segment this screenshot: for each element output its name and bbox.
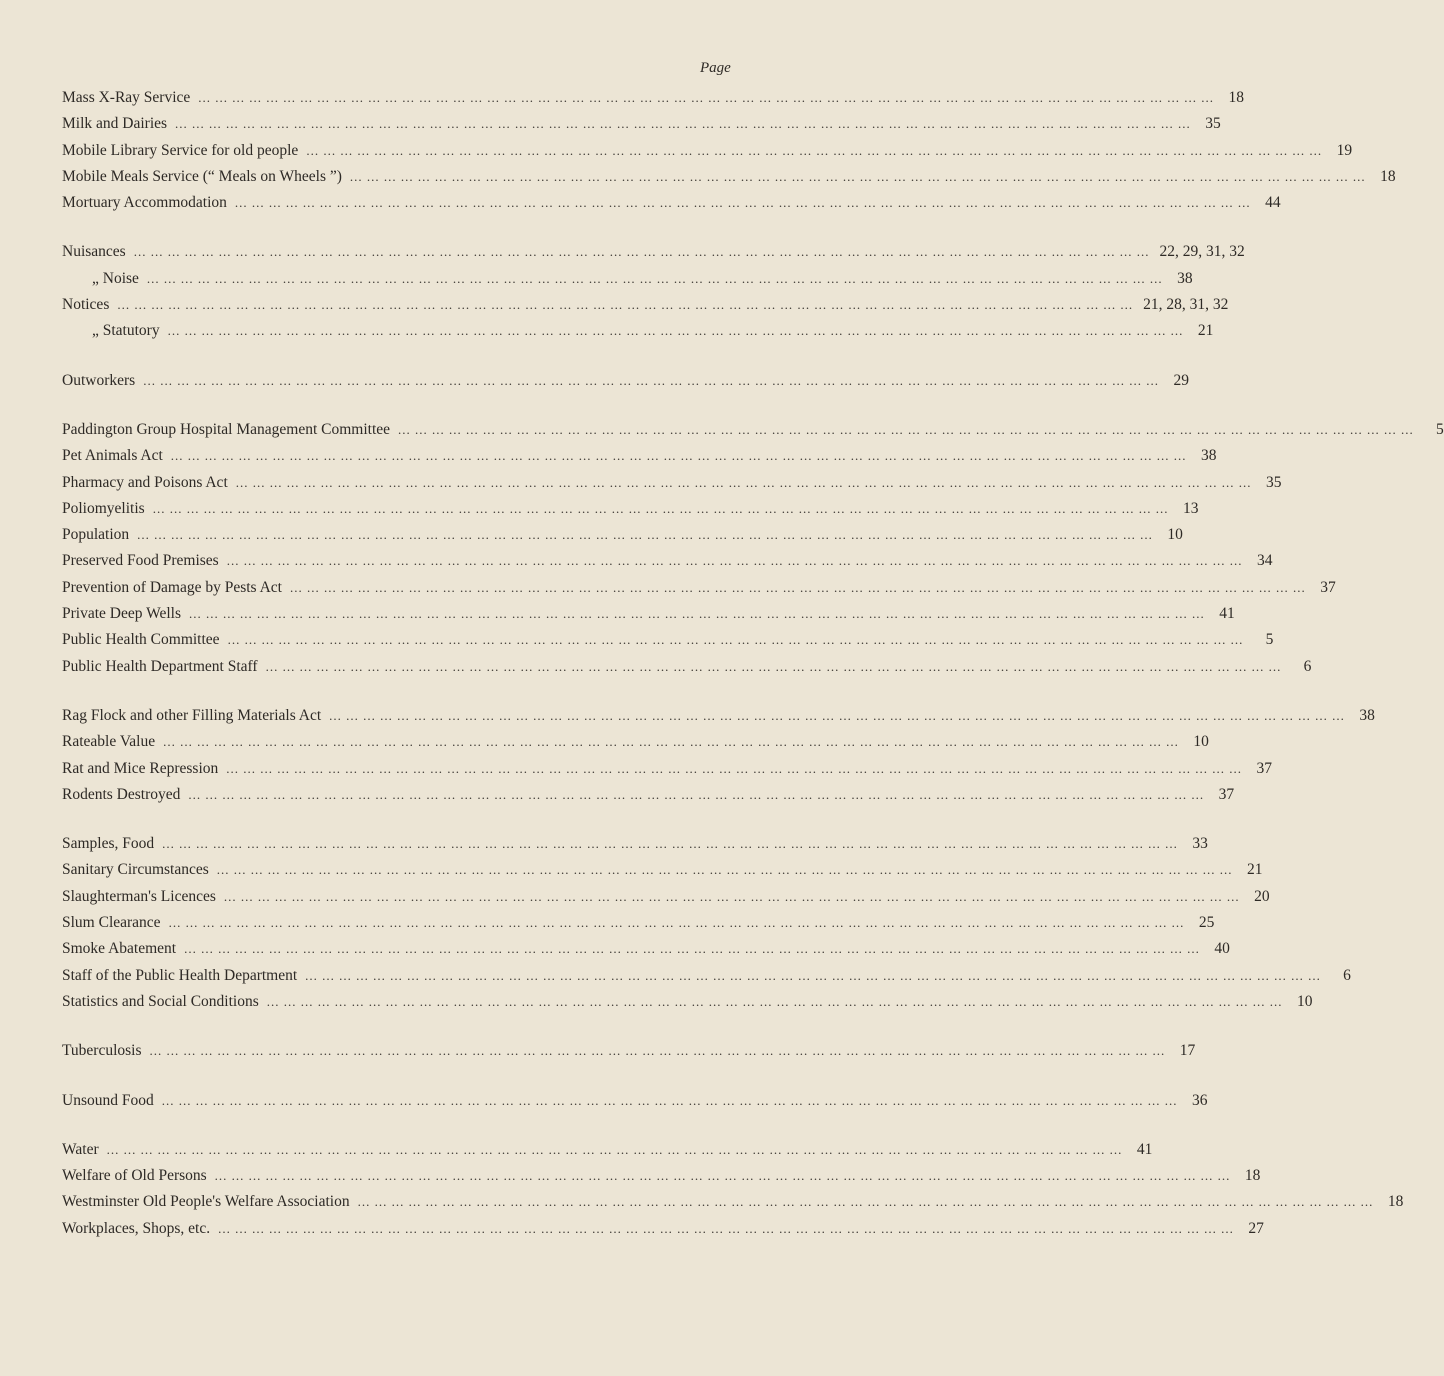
- entry-label: Prevention of Damage by Pests Act: [62, 578, 282, 596]
- entry-page-number: 19: [1336, 141, 1353, 159]
- entry-label: Pharmacy and Poisons Act: [62, 473, 228, 491]
- leader-dots: ... ... ... ... ... ... ... ... ... ... ... ... ... ... ... ... ... ... ... ... ... ... ... ... ... ... ... ... ... ... ... ... ... ... ... ... ... ... ... ... ... ... ... ... ... ... ... ... ... ... ... ... ... ... ... ... ... ... ... ...: [306, 142, 1323, 158]
- leader-dots: ... ... ... ... ... ... ... ... ... ... ... ... ... ... ... ... ... ... ... ... ... ... ... ... ... ... ... ... ... ... ... ... ... ... ... ... ... ... ... ... ... ... ... ... ... ... ... ... ... ... ... ... ... ... ... ... ... ... ... ...: [175, 116, 1191, 132]
- entry-label: Westminster Old People's Welfare Association: [62, 1193, 350, 1211]
- entry-label: Paddington Group Hospital Management Committee: [62, 420, 391, 438]
- entry-page-number: 18: [1228, 89, 1245, 106]
- index-entry: [62, 601, 1235, 627]
- leader-dots: ... ... ... ... ... ... ... ... ... ... ... ... ... ... ... ... ... ... ... ... ... ... ... ... ... ... ... ... ... ... ... ... ... ... ... ... ... ... ... ... ... ... ... ... ... ... ... ... ... ... ... ... ... ... ... ... ... ... ... ...: [226, 553, 1243, 569]
- entry-page-number: 18: [1244, 1167, 1261, 1185]
- entry-page-number: 13: [1182, 499, 1199, 517]
- entry-page-number: 40: [1214, 940, 1230, 958]
- leader-dots: ... ... ... ... ... ... ... ... ... ... ... ... ... ... ... ... ... ... ... ... ... ... ... ... ... ... ... ... ... ... ... ... ... ... ... ... ... ... ... ... ... ... ... ... ... ... ... ... ... ... ... ... ... ... ... ... ... ... ... ...: [266, 993, 1283, 1009]
- entry-page-number: 18: [1380, 167, 1396, 185]
- index-entry: [62, 368, 1189, 394]
- entry-page-number: 33: [1192, 835, 1208, 853]
- entry-label: Unsound Food: [62, 1091, 154, 1109]
- entry-page-number: 10: [1193, 733, 1209, 751]
- index-entry: [62, 936, 1230, 962]
- leader-dots: ... ... ... ... ... ... ... ... ... ... ... ... ... ... ... ... ... ... ... ... ... ... ... ... ... ... ... ... ... ... ... ... ... ... ... ... ... ... ... ... ... ... ... ... ... ... ... ... ... ... ... ... ... ... ... ... ... ... ... ...: [106, 1141, 1123, 1157]
- entry-page-number: 27: [1248, 1219, 1264, 1237]
- entry-page-number: 5: [1265, 631, 1274, 649]
- leader-dots: ... ... ... ... ... ... ... ... ... ... ... ... ... ... ... ... ... ... ... ... ... ... ... ... ... ... ... ... ... ... ... ... ... ... ... ... ... ... ... ... ... ... ... ... ... ... ... ... ... ... ... ... ... ... ... ... ... ... ... ...: [216, 862, 1233, 878]
- entry-label: Rag Flock and other Filling Materials Act: [62, 706, 322, 724]
- entry-label: Welfare of Old Persons: [62, 1167, 207, 1185]
- index-entry: [62, 910, 1215, 936]
- leader-dots: ... ... ... ... ... ... ... ... ... ... ... ... ... ... ... ... ... ... ... ... ... ... ... ... ... ... ... ... ... ... ... ... ... ... ... ... ... ... ... ... ... ... ... ... ... ... ... ... ... ... ... ... ... ... ... ... ... ... ... ...: [398, 421, 1414, 437]
- entry-label: Rodents Destroyed: [62, 785, 181, 803]
- index-entry: [62, 190, 1281, 216]
- index-group: [62, 703, 1375, 808]
- leader-dots: ... ... ... ... ... ... ... ... ... ... ... ... ... ... ... ... ... ... ... ... ... ... ... ... ... ... ... ... ... ... ... ... ... ... ... ... ... ... ... ... ... ... ... ... ... ... ... ... ... ... ... ... ... ... ... ... ... ... ... ...: [349, 168, 1366, 184]
- entry-label: Mobile Meals Service (“ Meals on Wheels ”): [62, 167, 342, 185]
- leader-dots: ... ... ... ... ... ... ... ... ... ... ... ... ... ... ... ... ... ... ... ... ... ... ... ... ... ... ... ... ... ... ... ... ... ... ... ... ... ... ... ... ... ... ... ... ... ... ... ... ... ... ... ... ... ... ... ... ... ... ... ...: [226, 760, 1243, 776]
- index-group: [62, 368, 1189, 394]
- entry-label: Rateable Value: [62, 733, 156, 751]
- entry-page-number: 34: [1256, 552, 1273, 570]
- index-entry: [62, 756, 1273, 782]
- leader-dots: ... ... ... ... ... ... ... ... ... ... ... ... ... ... ... ... ... ... ... ... ... ... ... ... ... ... ... ... ... ... ... ... ... ... ... ... ... ... ... ... ... ... ... ... ... ... ... ... ... ... ... ... ... ... ... ... ... ... ... ...: [289, 579, 1306, 595]
- entry-label: Outworkers: [62, 371, 136, 389]
- index-entry: [62, 266, 1193, 292]
- index-entry: [62, 654, 1312, 680]
- index-entry: [62, 522, 1183, 548]
- index-entry: [62, 111, 1221, 137]
- entry-label: Notices: [62, 296, 110, 314]
- entry-page-number: 44: [1265, 194, 1281, 212]
- leader-dots: ... ... ... ... ... ... ... ... ... ... ... ... ... ... ... ... ... ... ... ... ... ... ... ... ... ... ... ... ... ... ... ... ... ... ... ... ... ... ... ... ... ... ... ... ... ... ... ... ... ... ... ... ... ... ... ... ... ... ... ...: [137, 527, 1153, 543]
- entry-label: „ Noise: [92, 269, 139, 287]
- entry-label: Private Deep Wells: [62, 605, 181, 623]
- entry-label: Sanitary Circumstances: [62, 861, 209, 879]
- entry-label: Preserved Food Premises: [62, 552, 219, 570]
- entry-page-number: 10: [1167, 526, 1183, 544]
- leader-dots: ... ... ... ... ... ... ... ... ... ... ... ... ... ... ... ... ... ... ... ... ... ... ... ... ... ... ... ... ... ... ... ... ... ... ... ... ... ... ... ... ... ... ... ... ... ... ... ... ... ... ... ... ... ... ... ... ... ... ... ...: [218, 1220, 1234, 1236]
- entry-label: Population: [62, 526, 130, 544]
- page-column-header: Page: [700, 60, 731, 76]
- index-entry: [62, 292, 1229, 318]
- entry-label: Tuberculosis: [62, 1042, 142, 1060]
- index-entry: [62, 443, 1217, 469]
- entry-label: Rat and Mice Repression: [62, 759, 219, 777]
- entry-label: Public Health Committee: [62, 631, 220, 649]
- entry-label: Mortuary Accommodation: [62, 194, 227, 212]
- index-entry: [62, 85, 1245, 111]
- leader-dots: ... ... ... ... ... ... ... ... ... ... ... ... ... ... ... ... ... ... ... ... ... ... ... ... ... ... ... ... ... ... ... ... ... ... ... ... ... ... ... ... ... ... ... ... ... ... ... ... ... ... ... ... ... ... ... ... ... ... ... ...: [214, 1168, 1231, 1184]
- leader-dots: ... ... ... ... ... ... ... ... ... ... ... ... ... ... ... ... ... ... ... ... ... ... ... ... ... ... ... ... ... ... ... ... ... ... ... ... ... ... ... ... ... ... ... ... ... ... ... ... ... ... ... ... ... ... ... ... ... ... ... ...: [168, 915, 1185, 931]
- index-entry: [62, 164, 1396, 190]
- entry-page-number: 37: [1320, 578, 1336, 596]
- entry-page-number: 35: [1266, 473, 1282, 491]
- entry-label: „ Statutory: [92, 322, 160, 340]
- entry-label: Smoke Abatement: [62, 940, 177, 958]
- leader-dots: ... ... ... ... ... ... ... ... ... ... ... ... ... ... ... ... ... ... ... ... ... ... ... ... ... ... ... ... ... ... ... ... ... ... ... ... ... ... ... ... ... ... ... ... ... ... ... ... ... ... ... ... ... ... ... ... ... ... ... ...: [162, 836, 1178, 852]
- leader-dots: ... ... ... ... ... ... ... ... ... ... ... ... ... ... ... ... ... ... ... ... ... ... ... ... ... ... ... ... ... ... ... ... ... ... ... ... ... ... ... ... ... ... ... ... ... ... ... ... ... ... ... ... ... ... ... ... ... ... ... ...: [265, 658, 1282, 674]
- entry-page-number: 22, 29, 31, 32: [1159, 243, 1245, 261]
- entry-label: Pet Animals Act: [62, 447, 163, 465]
- entry-label: Staff of the Public Health Department: [62, 966, 298, 984]
- entry-label: Slum Clearance: [62, 914, 161, 932]
- leader-dots: ... ... ... ... ... ... ... ... ... ... ... ... ... ... ... ... ... ... ... ... ... ... ... ... ... ... ... ... ... ... ... ... ... ... ... ... ... ... ... ... ... ... ... ... ... ... ... ... ... ... ... ... ... ... ... ... ... ... ... ...: [357, 1194, 1374, 1210]
- entry-page-number: 20: [1254, 887, 1270, 905]
- index-entry: [62, 782, 1235, 808]
- index-entry: [62, 1216, 1264, 1242]
- index-entry: [62, 1163, 1261, 1189]
- index-entry: [62, 138, 1353, 164]
- entry-page-number: 38: [1201, 447, 1217, 465]
- entry-page-number: 29: [1173, 371, 1189, 389]
- index-entry: [62, 857, 1263, 883]
- index-group: [62, 1038, 1196, 1064]
- entry-page-number: 21: [1247, 861, 1263, 879]
- entry-label: Milk and Dairies: [62, 115, 168, 133]
- leader-dots: ... ... ... ... ... ... ... ... ... ... ... ... ... ... ... ... ... ... ... ... ... ... ... ... ... ... ... ... ... ... ... ... ... ... ... ... ... ... ... ... ... ... ... ... ... ... ... ... ... ... ... ... ... ... ... ... ... ... ... ...: [189, 606, 1205, 622]
- entry-label: Poliomyelitis: [62, 499, 145, 517]
- index-group: [62, 417, 1444, 680]
- index-entry: [62, 1189, 1404, 1215]
- entry-label: Mobile Library Service for old people: [62, 141, 299, 159]
- leader-dots: ... ... ... ... ... ... ... ... ... ... ... ... ... ... ... ... ... ... ... ... ... ... ... ... ... ... ... ... ... ... ... ... ... ... ... ... ... ... ... ... ... ... ... ... ... ... ... ... ... ... ... ... ... ... ... ... ... ... ... ...: [184, 941, 1200, 957]
- leader-dots: ... ... ... ... ... ... ... ... ... ... ... ... ... ... ... ... ... ... ... ... ... ... ... ... ... ... ... ... ... ... ... ... ... ... ... ... ... ... ... ... ... ... ... ... ... ... ... ... ... ... ... ... ... ... ... ... ... ... ... ...: [167, 323, 1184, 339]
- entry-page-number: 41: [1136, 1140, 1153, 1158]
- entry-page-number: 37: [1256, 759, 1273, 777]
- leader-dots: ... ... ... ... ... ... ... ... ... ... ... ... ... ... ... ... ... ... ... ... ... ... ... ... ... ... ... ... ... ... ... ... ... ... ... ... ... ... ... ... ... ... ... ... ... ... ... ... ... ... ... ... ... ... ... ... ... ... ... ...: [223, 888, 1240, 904]
- entry-label: Statistics and Social Conditions: [62, 992, 259, 1010]
- leader-dots: ... ... ... ... ... ... ... ... ... ... ... ... ... ... ... ... ... ... ... ... ... ... ... ... ... ... ... ... ... ... ... ... ... ... ... ... ... ... ... ... ... ... ... ... ... ... ... ... ... ... ... ... ... ... ... ... ... ... ... ...: [188, 786, 1205, 802]
- index-list: [62, 85, 1444, 1265]
- entry-page-number: 41: [1219, 605, 1235, 623]
- index-entry: [62, 989, 1313, 1015]
- index-entry: [62, 470, 1282, 496]
- index-entry: [62, 417, 1444, 443]
- leader-dots: ... ... ... ... ... ... ... ... ... ... ... ... ... ... ... ... ... ... ... ... ... ... ... ... ... ... ... ... ... ... ... ... ... ... ... ... ... ... ... ... ... ... ... ... ... ... ... ... ... ... ... ... ... ... ... ... ... ... ... ...: [329, 707, 1345, 723]
- index-entry: [62, 496, 1199, 522]
- index-entry: [62, 831, 1208, 857]
- entry-label: Public Health Department Staff: [62, 657, 258, 675]
- leader-dots: ... ... ... ... ... ... ... ... ... ... ... ... ... ... ... ... ... ... ... ... ... ... ... ... ... ... ... ... ... ... ... ... ... ... ... ... ... ... ... ... ... ... ... ... ... ... ... ... ... ... ... ... ... ... ... ... ... ... ... ...: [235, 474, 1252, 490]
- entry-page-number: 38: [1177, 269, 1193, 287]
- leader-dots: ... ... ... ... ... ... ... ... ... ... ... ... ... ... ... ... ... ... ... ... ... ... ... ... ... ... ... ... ... ... ... ... ... ... ... ... ... ... ... ... ... ... ... ... ... ... ... ... ... ... ... ... ... ... ... ... ... ... ... ...: [234, 195, 1251, 211]
- index-entry: [62, 627, 1274, 653]
- index-group: [62, 1088, 1208, 1114]
- leader-dots: ... ... ... ... ... ... ... ... ... ... ... ... ... ... ... ... ... ... ... ... ... ... ... ... ... ... ... ... ... ... ... ... ... ... ... ... ... ... ... ... ... ... ... ... ... ... ... ... ... ... ... ... ... ... ... ... ... ... ... ...: [305, 967, 1321, 983]
- leader-dots: ... ... ... ... ... ... ... ... ... ... ... ... ... ... ... ... ... ... ... ... ... ... ... ... ... ... ... ... ... ... ... ... ... ... ... ... ... ... ... ... ... ... ... ... ... ... ... ... ... ... ... ... ... ... ... ... ... ... ... ...: [170, 448, 1187, 464]
- leader-dots: ... ... ... ... ... ... ... ... ... ... ... ... ... ... ... ... ... ... ... ... ... ... ... ... ... ... ... ... ... ... ... ... ... ... ... ... ... ... ... ... ... ... ... ... ... ... ... ... ... ... ... ... ... ... ... ... ... ... ... ...: [198, 90, 1215, 105]
- entry-label: Water: [62, 1140, 99, 1158]
- index-group: [62, 1137, 1404, 1242]
- index-entry: [62, 318, 1214, 344]
- entry-page-number: 25: [1198, 914, 1215, 932]
- leader-dots: ... ... ... ... ... ... ... ... ... ... ... ... ... ... ... ... ... ... ... ... ... ... ... ... ... ... ... ... ... ... ... ... ... ... ... ... ... ... ... ... ... ... ... ... ... ... ... ... ... ... ... ... ... ... ... ... ... ... ... ...: [143, 372, 1159, 388]
- entry-page-number: 36: [1191, 1091, 1208, 1109]
- entry-page-number: 6: [1303, 657, 1312, 675]
- leader-dots: ... ... ... ... ... ... ... ... ... ... ... ... ... ... ... ... ... ... ... ... ... ... ... ... ... ... ... ... ... ... ... ... ... ... ... ... ... ... ... ... ... ... ... ... ... ... ... ... ... ... ... ... ... ... ... ... ... ... ... ...: [227, 632, 1244, 648]
- entry-label: Nuisances: [62, 243, 126, 261]
- index-group: [62, 239, 1245, 344]
- entry-page-number: 18: [1387, 1193, 1404, 1211]
- entry-label: Samples, Food: [62, 835, 155, 853]
- entry-page-number: 5: [1436, 420, 1444, 438]
- entry-page-number: 38: [1359, 706, 1375, 724]
- leader-dots: ... ... ... ... ... ... ... ... ... ... ... ... ... ... ... ... ... ... ... ... ... ... ... ... ... ... ... ... ... ... ... ... ... ... ... ... ... ... ... ... ... ... ... ... ... ... ... ... ... ... ... ... ... ... ... ... ... ... ... ...: [117, 297, 1134, 313]
- entry-label: Workplaces, Shops, etc.: [62, 1219, 211, 1237]
- index-group: [62, 85, 1396, 216]
- entry-label: Mass X-Ray Service: [62, 89, 191, 106]
- leader-dots: ... ... ... ... ... ... ... ... ... ... ... ... ... ... ... ... ... ... ... ... ... ... ... ... ... ... ... ... ... ... ... ... ... ... ... ... ... ... ... ... ... ... ... ... ... ... ... ... ... ... ... ... ... ... ... ... ... ... ... ...: [163, 734, 1179, 750]
- index-entry: [62, 1137, 1153, 1163]
- leader-dots: ... ... ... ... ... ... ... ... ... ... ... ... ... ... ... ... ... ... ... ... ... ... ... ... ... ... ... ... ... ... ... ... ... ... ... ... ... ... ... ... ... ... ... ... ... ... ... ... ... ... ... ... ... ... ... ... ... ... ... ...: [133, 244, 1150, 260]
- index-entry: [62, 963, 1351, 989]
- index-entry: [62, 1038, 1196, 1064]
- index-group: [62, 831, 1351, 1015]
- index-entry: [62, 548, 1273, 574]
- index-entry: [62, 1088, 1208, 1114]
- leader-dots: ... ... ... ... ... ... ... ... ... ... ... ... ... ... ... ... ... ... ... ... ... ... ... ... ... ... ... ... ... ... ... ... ... ... ... ... ... ... ... ... ... ... ... ... ... ... ... ... ... ... ... ... ... ... ... ... ... ... ... ...: [149, 1043, 1166, 1059]
- entry-page-number: 21, 28, 31, 32: [1143, 296, 1229, 314]
- index-entry: [62, 575, 1336, 601]
- entry-page-number: 6: [1343, 966, 1351, 984]
- index-entry: [62, 239, 1245, 265]
- entry-label: Slaughterman's Licences: [62, 887, 216, 905]
- entry-page-number: 17: [1179, 1042, 1196, 1060]
- leader-dots: ... ... ... ... ... ... ... ... ... ... ... ... ... ... ... ... ... ... ... ... ... ... ... ... ... ... ... ... ... ... ... ... ... ... ... ... ... ... ... ... ... ... ... ... ... ... ... ... ... ... ... ... ... ... ... ... ... ... ... ...: [161, 1092, 1178, 1108]
- index-entry: [62, 884, 1270, 910]
- entry-page-number: 37: [1218, 785, 1235, 803]
- leader-dots: ... ... ... ... ... ... ... ... ... ... ... ... ... ... ... ... ... ... ... ... ... ... ... ... ... ... ... ... ... ... ... ... ... ... ... ... ... ... ... ... ... ... ... ... ... ... ... ... ... ... ... ... ... ... ... ... ... ... ... ...: [146, 270, 1163, 286]
- leader-dots: ... ... ... ... ... ... ... ... ... ... ... ... ... ... ... ... ... ... ... ... ... ... ... ... ... ... ... ... ... ... ... ... ... ... ... ... ... ... ... ... ... ... ... ... ... ... ... ... ... ... ... ... ... ... ... ... ... ... ... ...: [152, 500, 1169, 516]
- entry-page-number: 10: [1297, 992, 1313, 1010]
- entry-page-number: 21: [1197, 322, 1214, 340]
- index-entry: [62, 703, 1375, 729]
- entry-page-number: 35: [1205, 115, 1221, 133]
- index-entry: [62, 729, 1209, 755]
